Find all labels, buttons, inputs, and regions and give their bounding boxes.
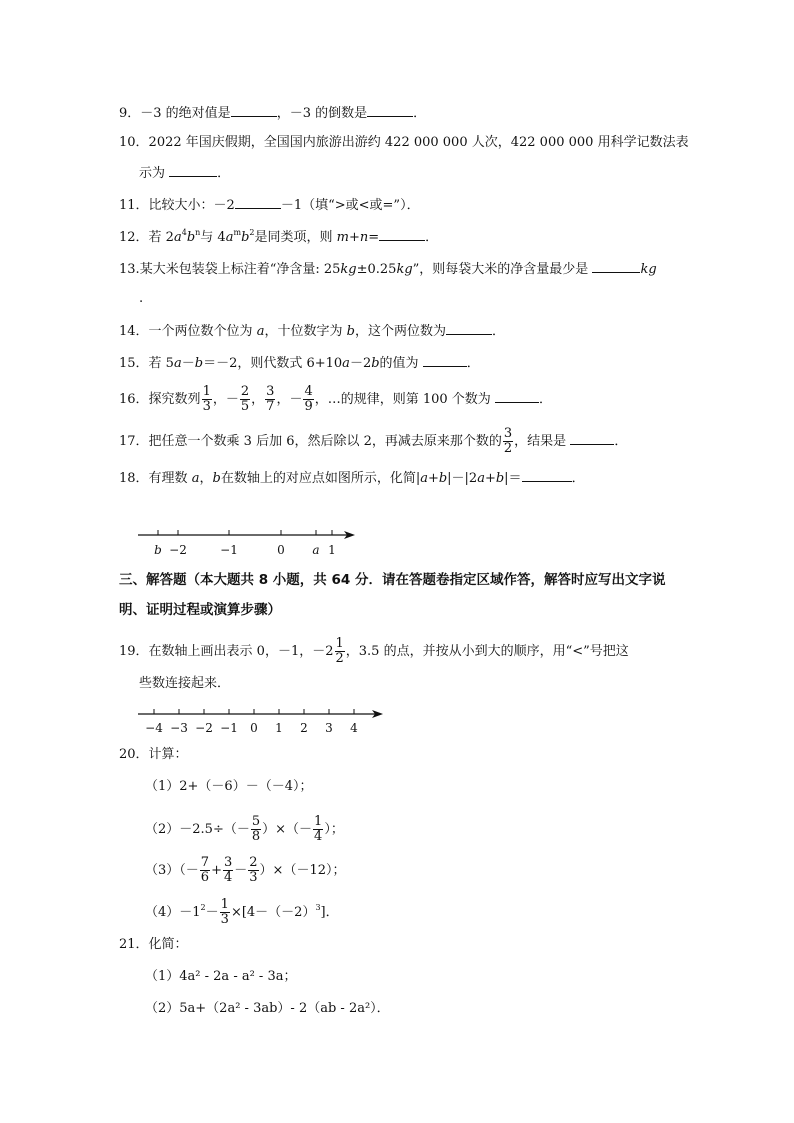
tick-label: 1 [275,721,283,735]
question-13-cont: . [139,291,144,306]
answer-blank[interactable] [592,260,640,273]
tick-label: 2 [300,721,308,735]
label-0: 0 [277,543,285,557]
q21-part-1: （1）4a² - 2a - a² - 3a； [145,969,297,984]
question-9: 9．－3 的绝对值是 ，－3 的倒数是 ． [119,106,427,121]
fraction: $\frac{2}{3}$ [249,855,258,885]
fraction: $\frac{1}{3}$ [202,384,211,414]
fraction: $\frac{3}{7}$ [266,384,275,414]
fraction: $\frac{1}{2}$ [335,636,344,666]
question-18: 18．有理数 a，b在数轴上的对应点如图所示，化简|a+b|－|2a+b|＝ ． [119,471,585,486]
fraction: $\frac{1}{3}$ [220,897,229,927]
tick-label: 0 [250,721,258,735]
number-line-q18 [135,522,360,562]
q20-part-1: （1）2+（－6）－（－4）； [145,779,313,794]
question-17: 17．把任意一个数乘 3 后加 6，然后除以 2，再减去原来那个数的 $\frac{3}{2}$ ，结果是 ． [119,426,628,456]
question-15: 15．若 5a－b＝－2，则代数式 6+10a－2b的值为 ． [119,356,480,371]
tick-label: −1 [220,721,238,735]
tick-label: −4 [145,721,163,735]
fraction: $\frac{1}{4}$ [314,814,323,844]
fraction: $\frac{3}{2}$ [503,426,513,456]
q20-part-2: （2）－2.5÷（－ $\frac{5}{8}$ ）×（－ $\frac{1}{4}$ ）； [145,814,344,844]
answer-blank[interactable] [379,228,425,241]
label-neg2: −2 [169,543,187,557]
answer-blank[interactable] [169,164,217,177]
q20-part-4: $(4)-1^2-$ $\frac{1}{3}$ $\times[4-(-2)^3]$． [145,897,339,927]
answer-blank[interactable] [446,322,492,335]
answer-blank[interactable] [423,354,467,367]
question-19-cont: 些数连接起来． [139,676,231,691]
fraction: $\frac{5}{8}$ [251,814,261,844]
tick-label: 3 [325,721,333,735]
fraction: $\frac{2}{5}$ [240,384,250,414]
q21-part-2: （2）5a+（2a² - 3ab）- 2（ab - 2a²）． [145,1001,390,1016]
label-neg1: −1 [220,543,238,557]
question-11: 11．比较大小：－2 －1（填“>或<或=”）． [119,198,420,213]
label-1: 1 [328,543,336,557]
answer-blank[interactable] [367,104,413,117]
question-21: 21．化简： [119,937,188,952]
answer-blank[interactable] [495,390,539,403]
question-13: 13.某大米包装袋上标注着“净含量: 25kg±0.25kg”，则每袋大米的净含量最少是 kg [119,262,657,277]
question-14: 14．一个两位数个位为 a，十位数字为 b，这个两位数为 ． [119,324,505,339]
question-16: 16．探究数列 $\frac{1}{3}$ ，－ $\frac{2}{5}$ ， $\frac{3}{7}$ ，－ $\frac{4}{9}$ ，…的规律，则第 100 个数为 ． [119,384,552,414]
fraction: $\frac{7}{6}$ [200,855,210,885]
fraction: $\frac{4}{9}$ [304,384,313,414]
number-line-q19 [135,702,390,738]
question-10-cont: 示为 ． [139,166,231,181]
tick-label: 4 [350,721,358,735]
tick-label: −2 [195,721,213,735]
label-b: b [154,543,162,557]
section-heading: 三、解答题（本大题共 8 小题，共 64 分．请在答题卷指定区域作答，解答时应写出文字说 [119,572,666,588]
answer-blank[interactable] [231,104,277,117]
fraction: $\frac{3}{4}$ [223,855,233,885]
answer-blank[interactable] [570,432,614,445]
label-a: a [312,543,320,557]
question-12: 12．若 $2a^4b^n$与 $4a^mb^2$是同类项，则 m+n= ． [119,228,439,245]
question-20: 20．计算： [119,747,188,762]
answer-blank[interactable] [522,469,572,482]
question-10: 10．2022 年国庆假期，全国国内旅游出游约 422 000 000 人次，422 000 000 用科学记数法表 [119,135,689,150]
question-19: 19．在数轴上画出表示 0，－1，－2 $\frac{1}{2}$ ，3.5 的点，并按从小到大的顺序，用“<”号把这 [119,636,629,666]
q20-part-3: （3）（－ $\frac{7}{6}$ + $\frac{3}{4}$ － $\frac{2}{3}$ ）×（－12）； [145,855,346,885]
answer-blank[interactable] [235,196,281,209]
tick-label: −3 [170,721,188,735]
section-heading-cont: 明、证明过程或演算步骤） [119,602,281,618]
